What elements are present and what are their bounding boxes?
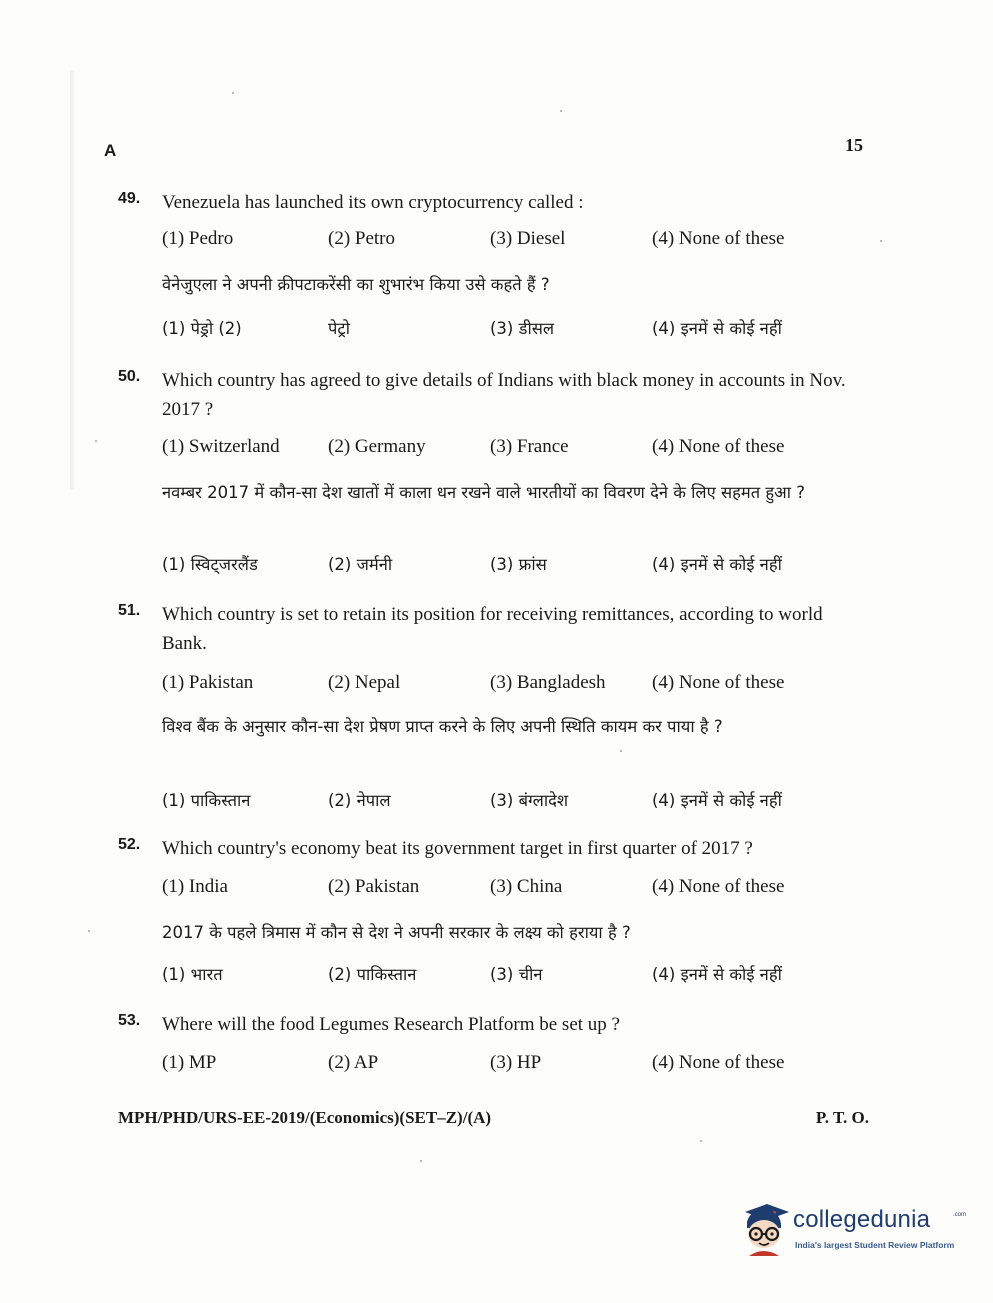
question-number: 53. <box>118 1012 141 1029</box>
scan-speck <box>95 440 97 442</box>
option-3-hi: (3) बंग्लादेश <box>490 791 569 810</box>
student-mascot-icon <box>735 1198 793 1256</box>
series-label: A <box>104 141 117 160</box>
option-4-hi: (4) इनमें से कोई नहीं <box>652 319 782 338</box>
options-hi <box>162 316 863 344</box>
option-3-hi: (3) डीसल <box>490 319 555 338</box>
option-4-hi: (4) इनमें से कोई नहीं <box>652 965 782 984</box>
option-4: (4) None of these <box>652 672 785 693</box>
options-hi <box>162 788 863 816</box>
option-3-hi: (3) फ्रांस <box>490 555 547 574</box>
question-text-en: Which country's economy beat its government target in first quarter of 2017 ? <box>162 838 753 859</box>
question-text-en: Where will the food Legumes Research Platform be set up ? <box>162 1014 620 1035</box>
option-3: (3) Diesel <box>490 228 566 249</box>
options-en <box>162 672 863 700</box>
option-2: (2) Germany <box>328 436 426 457</box>
option-4: (4) None of these <box>652 436 785 457</box>
options-hi <box>162 552 863 580</box>
scan-speck <box>560 110 562 112</box>
scan-speck <box>420 1160 422 1162</box>
option-2-hi: पेट्रो <box>328 319 350 338</box>
question-text-hi: वेनेजुएला ने अपनी क्रीपटाकरेंसी का शुभारंभ किया उसे कहते हैं ? <box>162 275 550 294</box>
options-en <box>162 876 863 904</box>
page-number: 15 <box>845 135 863 155</box>
question-text-en: Which country is set to retain its position for receiving remittances, according to world Bank. <box>162 604 823 654</box>
option-2: (2) Nepal <box>328 672 401 693</box>
option-1-hi: (1) पाकिस्तान <box>162 791 251 810</box>
option-4: (4) None of these <box>652 1052 785 1073</box>
option-1: (1) Pedro <box>162 228 234 249</box>
question-text-hi: विश्व बैंक के अनुसार कौन-सा देश प्रेषण प्राप्त करने के लिए अपनी स्थिति कायम कर पाया है ? <box>162 717 723 736</box>
brand-tld: .com <box>953 1212 967 1218</box>
option-4: (4) None of these <box>652 876 785 897</box>
option-1: (1) Pakistan <box>162 672 254 693</box>
question-number: 51. <box>118 602 141 619</box>
option-3: (3) HP <box>490 1052 542 1073</box>
option-1: (1) India <box>162 876 228 897</box>
option-1-hi: (1) पेड्रो (2) <box>162 319 242 338</box>
option-3-hi: (3) चीन <box>490 965 543 984</box>
option-2-hi: (2) जर्मनी <box>328 555 393 574</box>
option-3: (3) Bangladesh <box>490 672 606 693</box>
option-3: (3) China <box>490 876 563 897</box>
option-4: (4) None of these <box>652 228 785 249</box>
option-2: (2) Petro <box>328 228 396 249</box>
option-1-hi: (1) स्विट्जरलैंड <box>162 555 258 574</box>
question-text-hi: 2017 के पहले त्रिमास में कौन से देश ने अपनी सरकार के लक्ष्य को हराया है ? <box>162 923 631 942</box>
option-2: (2) Pakistan <box>328 876 420 897</box>
option-2-hi: (2) पाकिस्तान <box>328 965 417 984</box>
scan-speck <box>620 750 622 752</box>
scan-speck <box>880 240 882 242</box>
option-4-hi: (4) इनमें से कोई नहीं <box>652 555 782 574</box>
option-3: (3) France <box>490 436 569 457</box>
scan-speck <box>700 1140 702 1142</box>
collegedunia-watermark[interactable] <box>735 1198 965 1268</box>
scan-speck <box>88 930 90 932</box>
question-text-hi: नवम्बर 2017 में कौन-सा देश खातों में काला धन रखने वाले भारतीयों का विवरण देने के लिए सहमत हुआ ? <box>162 483 806 502</box>
question-number: 50. <box>118 368 141 385</box>
question-text-en: Which country has agreed to give details of Indians with black money in accounts in Nov. 2017 ? <box>162 370 846 420</box>
options-hi <box>162 962 863 990</box>
brand-name: collegedunia <box>793 1206 931 1233</box>
option-1-hi: (1) भारत <box>162 965 223 984</box>
scan-speck <box>232 92 234 94</box>
option-4-hi: (4) इनमें से कोई नहीं <box>652 791 782 810</box>
exam-code: MPH/PHD/URS-EE-2019/(Economics)(SET–Z)/(A) <box>118 1108 492 1127</box>
brand-tagline: India's largest Student Review Platform <box>795 1240 955 1250</box>
pto-label: P. T. O. <box>815 1108 869 1127</box>
option-2: (2) AP <box>328 1052 379 1073</box>
question-text-en: Venezuela has launched its own cryptocurrency called : <box>162 192 584 213</box>
scan-edge-shadow <box>70 70 76 490</box>
options-en <box>162 436 863 464</box>
options-en <box>162 1052 863 1080</box>
question-number: 49. <box>118 190 141 207</box>
options-en <box>162 228 863 256</box>
question-number: 52. <box>118 836 141 853</box>
option-1: (1) Switzerland <box>162 436 280 457</box>
option-1: (1) MP <box>162 1052 217 1073</box>
option-2-hi: (2) नेपाल <box>328 791 391 810</box>
